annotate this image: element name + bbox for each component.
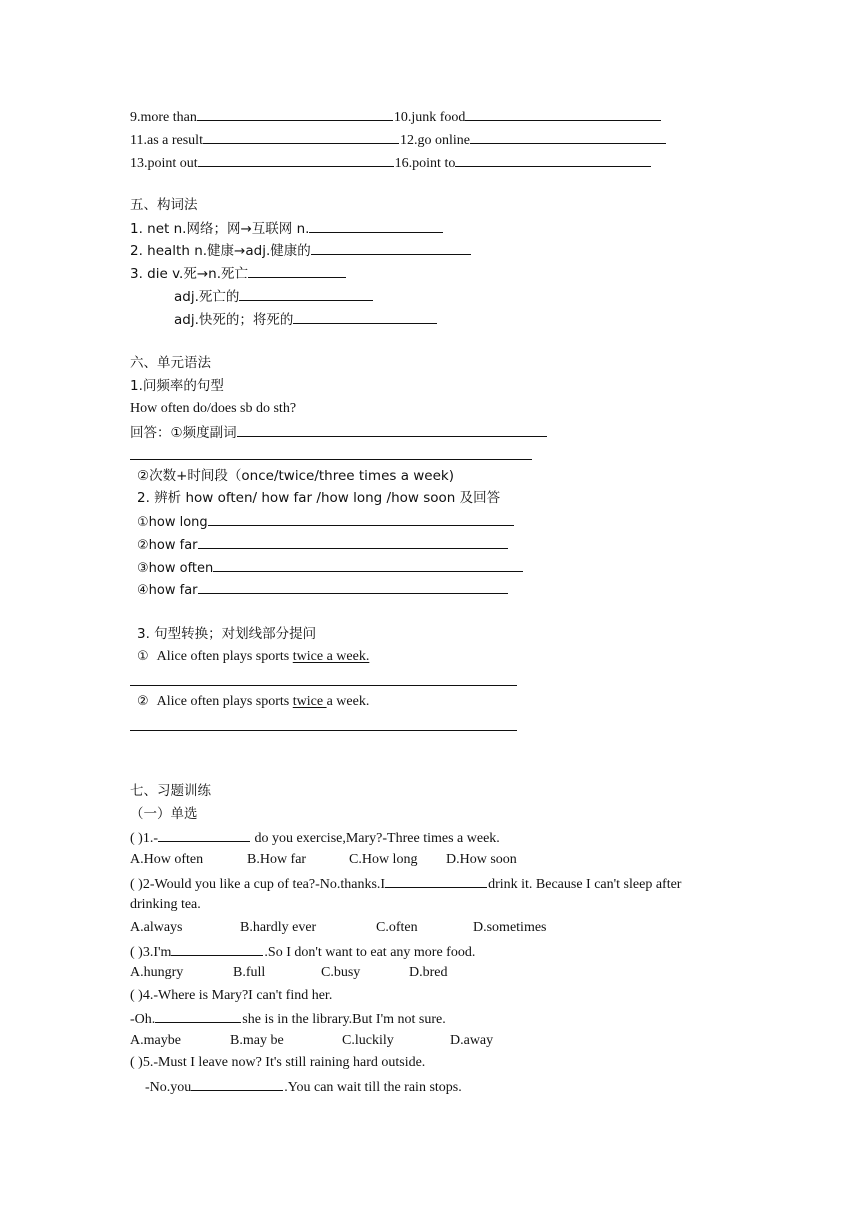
section-title-word-formation: 五、构词法 [130, 197, 198, 213]
option-d[interactable]: D.sometimes [473, 920, 547, 935]
answer-blank[interactable] [465, 107, 661, 121]
section-title-grammar: 六、单元语法 [130, 355, 211, 371]
question-text: she is in the library.But I'm not sure. [242, 1012, 446, 1027]
answer-blank[interactable] [198, 153, 394, 167]
word-formation-item-3a [174, 287, 374, 306]
grammar-sub-1: 1.问频率的句型 [130, 378, 224, 394]
answer-blank[interactable] [171, 942, 263, 956]
item-number: ② [137, 694, 149, 709]
answer-blank[interactable] [455, 153, 651, 167]
item-text: Alice often plays sports [156, 694, 293, 709]
option-b[interactable]: B.hardly ever [240, 920, 317, 935]
option-a[interactable]: A.always [130, 920, 183, 935]
answer-blank[interactable] [198, 535, 508, 549]
answer-blank[interactable] [203, 130, 399, 144]
transform-item-1 [137, 648, 369, 666]
grammar-pattern: How often do/does sb do sth? [130, 401, 297, 416]
question-2 [130, 874, 681, 894]
question-text: ( )3.I'm [130, 945, 172, 960]
phrase-label: 10.junk food [393, 110, 466, 125]
item-text: Alice often plays sports [156, 649, 293, 664]
distinguish-item-2 [137, 535, 509, 555]
question-4-cont [130, 1009, 446, 1029]
question-text: .You can wait till the rain stops. [284, 1080, 462, 1095]
question-text: -No.you [145, 1080, 192, 1095]
grammar-sub-3: 3. 句型转换；对划线部分提问 [137, 626, 317, 642]
option-d[interactable]: D.bred [409, 965, 448, 980]
answer-line[interactable] [130, 459, 532, 460]
word-formation-item-3b [174, 310, 438, 329]
phrase-label: 9.more than [130, 110, 197, 125]
grammar-sub-2: 2. 辨析 how often/ how far /how long /how soon 及回答 [137, 490, 501, 506]
option-c[interactable]: C.busy [321, 965, 361, 980]
answer-blank[interactable] [155, 1009, 241, 1023]
answer-blank[interactable] [248, 264, 346, 278]
option-c[interactable]: C.How long [349, 852, 418, 867]
question-text: ( )1.- [130, 831, 158, 846]
phrase-row-1 [130, 107, 662, 127]
item-text: 回答：①频度副词 [130, 425, 237, 441]
question-3 [130, 942, 475, 962]
item-text: 2. health n.健康→adj.健康的 [130, 243, 311, 259]
item-text: ①how long [137, 515, 208, 530]
transform-item-2 [137, 693, 369, 711]
answer-blank[interactable] [213, 558, 523, 572]
item-number: ① [137, 649, 149, 664]
option-b[interactable]: B.may be [230, 1033, 284, 1048]
option-b[interactable]: B.full [233, 965, 266, 980]
answer-blank[interactable] [470, 130, 666, 144]
section-title-exercises: 七、习题训练 [130, 783, 211, 799]
question-text: -Oh. [130, 1012, 156, 1027]
word-formation-item-2 [130, 241, 472, 260]
question-text: ( )2-Would you like a cup of tea?-No.thanks.I [130, 877, 386, 892]
answer-blank[interactable] [208, 512, 514, 526]
grammar-answer-1 [130, 423, 548, 442]
question-2-cont: drinking tea. [130, 897, 201, 912]
question-1 [130, 828, 500, 848]
option-a[interactable]: A.hungry [130, 965, 184, 980]
answer-blank[interactable] [293, 310, 437, 324]
answer-line[interactable] [130, 730, 517, 731]
question-text: .So I don't want to eat any more food. [264, 945, 476, 960]
grammar-answer-2: ②次数+时间段（once/twice/three times a week) [137, 468, 454, 484]
item-text: ④how far [137, 583, 198, 598]
word-formation-item-3 [130, 264, 347, 283]
phrase-label: 16.point to [394, 156, 456, 171]
item-text: ③how often [137, 561, 214, 576]
distinguish-item-4 [137, 580, 509, 600]
answer-line[interactable] [130, 685, 517, 686]
phrase-row-3 [130, 153, 652, 173]
option-b[interactable]: B.How far [247, 852, 307, 867]
underlined-part: twice [292, 694, 327, 709]
phrase-row-2 [130, 130, 667, 150]
item-text: 1. net n.网络；网→互联网 n. [130, 221, 310, 237]
phrase-label: 11.as a result [130, 133, 203, 148]
question-5: ( )5.-Must I leave now? It's still raining hard outside. [130, 1055, 426, 1070]
question-text: do you exercise,Mary?-Three times a week. [251, 831, 500, 846]
option-a[interactable]: A.How often [130, 852, 204, 867]
answer-blank[interactable] [239, 287, 373, 301]
option-d[interactable]: D.How soon [446, 852, 517, 867]
word-formation-item-1 [130, 219, 444, 238]
item-text: ②how far [137, 538, 198, 553]
exercise-sub-title: （一）单选 [130, 806, 198, 822]
item-text: adj.死亡的 [174, 289, 240, 305]
item-text: 3. die v.死→n.死亡 [130, 266, 248, 282]
phrase-label: 13.point out [130, 156, 198, 171]
answer-blank[interactable] [385, 874, 487, 888]
underlined-part: twice a week. [292, 649, 370, 664]
option-c[interactable]: C.luckily [342, 1033, 394, 1048]
question-text: drink it. Because I can't sleep after [488, 877, 682, 892]
phrase-label: 12.go online [399, 133, 470, 148]
answer-blank[interactable] [309, 219, 443, 233]
distinguish-item-1 [137, 512, 515, 532]
answer-blank[interactable] [191, 1077, 283, 1091]
question-5-cont [145, 1077, 462, 1097]
answer-blank[interactable] [237, 423, 547, 437]
option-d[interactable]: D.away [450, 1033, 494, 1048]
question-4: ( )4.-Where is Mary?I can't find her. [130, 988, 333, 1003]
answer-blank[interactable] [198, 580, 508, 594]
item-text: a week. [326, 694, 370, 709]
answer-blank[interactable] [311, 241, 471, 255]
distinguish-item-3 [137, 558, 524, 578]
option-c[interactable]: C.often [376, 920, 418, 935]
answer-blank[interactable] [158, 828, 250, 842]
item-text: adj.快死的；将死的 [174, 312, 294, 328]
answer-blank[interactable] [197, 107, 393, 121]
option-a[interactable]: A.maybe [130, 1033, 181, 1048]
